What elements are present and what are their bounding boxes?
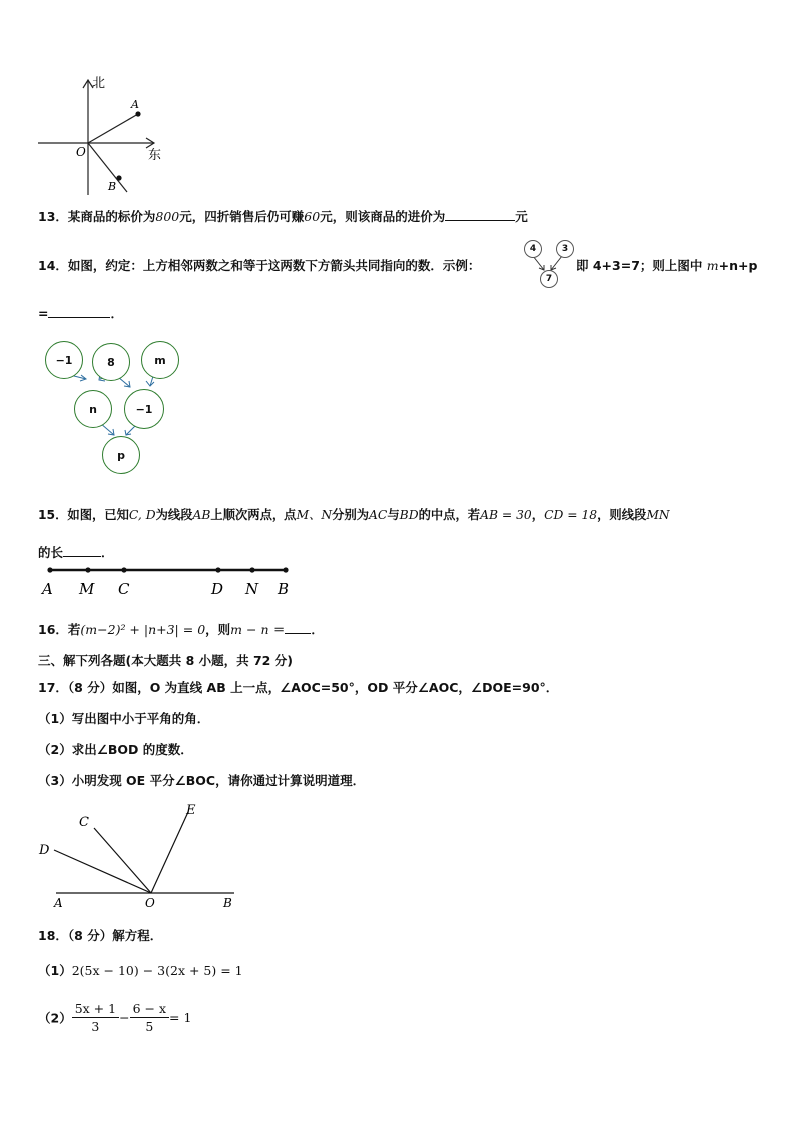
- fraction-2: [130, 1000, 169, 1035]
- arrow-m-to-neg1-head: [146, 381, 154, 386]
- question-14: [38, 256, 480, 274]
- q17-stem: 17．（8 分）如图，O 为直线 AB 上一点，∠AOC=50°，OD 平分∠AOC，∠DOE=90°．: [38, 680, 559, 695]
- q15-g: ，则线段: [597, 508, 647, 522]
- node-n: n: [74, 390, 112, 428]
- section-3-heading: 三、解下列各题(本大题共 8 小题，共 72 分): [38, 653, 293, 668]
- fraction-1: [72, 1000, 119, 1035]
- q18-p2-label: （2）: [38, 1010, 72, 1026]
- ray-oa: [88, 114, 138, 143]
- q16-mid: ，则: [205, 622, 231, 637]
- question-16: [38, 620, 324, 638]
- ray-od: [54, 850, 151, 893]
- q13-mid: 元，四折销售后仍可赚: [179, 209, 305, 224]
- q16-end: ．: [311, 622, 324, 637]
- fraction-1-denominator: 3: [91, 1019, 100, 1034]
- q15-eq1: AB = 30: [480, 508, 532, 522]
- q13-suffix: 元，则该商品的进价为: [320, 209, 446, 224]
- q17-part1: （1）写出图中小于平角的角．: [38, 711, 210, 726]
- q16-answer-blank[interactable]: [285, 621, 311, 634]
- label-b: B: [223, 896, 232, 910]
- q18-p1-label: （1）: [38, 963, 72, 978]
- q14-text: 14．如图，约定：上方相邻两数之和等于这两数下方箭头共同指向的数．示例：: [38, 258, 481, 273]
- point-b-dot: [116, 175, 121, 180]
- node-neg1-top: −1: [45, 341, 83, 379]
- q13-price: 800: [155, 209, 180, 224]
- q15-ac: AC: [369, 508, 388, 522]
- point-b-label: B: [108, 180, 117, 193]
- q14-after-example: [576, 256, 757, 274]
- example-node-7: 7: [540, 270, 558, 288]
- q13-profit: 60: [304, 209, 321, 224]
- fraction-1-numerator: 5x + 1: [72, 1000, 119, 1018]
- example-node-3: 3: [556, 240, 574, 258]
- arrow-3-to-7: [551, 256, 562, 270]
- example-node-4: 4: [524, 240, 542, 258]
- label-a: A: [54, 896, 63, 910]
- arrow-4-to-7: [533, 256, 544, 270]
- q16-prefix: 16．若: [38, 622, 81, 637]
- q15-sep: ，: [531, 508, 545, 522]
- q15-line2: [38, 543, 114, 561]
- label-b: B: [278, 580, 290, 598]
- q18-p1-expr: 2(5x − 10) − 3(2x + 5) = 1: [71, 963, 243, 978]
- rhs: = 1: [169, 1010, 192, 1025]
- label-d: D: [39, 843, 50, 858]
- q13-prefix: 13．某商品的标价为: [38, 209, 156, 224]
- q15-eq2: CD = 18: [544, 508, 598, 522]
- q15-line2-text: 的长: [38, 545, 64, 560]
- label-c: C: [79, 815, 89, 830]
- q15-mn1: M、N: [296, 508, 333, 522]
- question-15: [38, 505, 670, 523]
- node-p: p: [102, 436, 140, 474]
- ray-oe: [151, 812, 188, 893]
- q15-answer-blank[interactable]: [63, 544, 101, 557]
- q15-b: 为线段: [155, 508, 193, 522]
- q15-bd: BD: [399, 508, 419, 522]
- q15-ab: AB: [192, 508, 211, 522]
- minus-sign: −: [119, 1010, 130, 1025]
- label-o: O: [145, 896, 155, 910]
- ray-oc: [94, 828, 151, 893]
- q16-ask: m − n: [230, 622, 269, 637]
- point-n: [249, 567, 254, 572]
- q14-after-text: 即 4+3=7；则上图中: [576, 258, 707, 273]
- node-m: m: [141, 341, 179, 379]
- q14-answer-blank[interactable]: [48, 305, 110, 318]
- label-n: N: [245, 580, 259, 598]
- q18-stem: 18．（8 分）解方程．: [38, 928, 163, 943]
- q14-m: m: [706, 258, 719, 273]
- q15-f: 的中点，若: [418, 508, 481, 522]
- node-8: 8: [92, 343, 130, 381]
- q16-expr: (m−2)² + |n+3| = 0: [80, 622, 206, 637]
- label-m: M: [79, 580, 95, 598]
- q17-angle-figure: [36, 800, 246, 912]
- q14-line2-suffix: ．: [110, 306, 123, 321]
- point-c: [121, 567, 126, 572]
- point-b: [283, 567, 288, 572]
- origin-label: O: [76, 145, 86, 159]
- compass-figure: [30, 70, 180, 200]
- q14-line2-prefix: =: [38, 306, 49, 321]
- point-a-dot: [135, 111, 140, 116]
- label-c: C: [118, 580, 130, 598]
- q15-line2-end: ．: [101, 545, 114, 560]
- node-neg1-mid: −1: [124, 389, 164, 429]
- q13-answer-blank[interactable]: [445, 208, 515, 221]
- q18-part2: [38, 1000, 191, 1035]
- label-d: D: [211, 580, 224, 598]
- question-13: [38, 207, 528, 225]
- q15-segment-figure: [38, 560, 298, 602]
- q13-unit: 元: [515, 209, 528, 224]
- point-a: [47, 567, 52, 572]
- point-m: [85, 567, 90, 572]
- label-e: E: [186, 803, 196, 818]
- q18-part1: [38, 961, 243, 979]
- fraction-2-denominator: 5: [145, 1019, 154, 1034]
- q15-a: 15．如图，已知: [38, 508, 129, 522]
- q15-mn2: MN: [646, 508, 670, 522]
- q14-line2: [38, 304, 123, 322]
- fraction-2-numerator: 6 − x: [130, 1000, 169, 1018]
- north-label: 北: [92, 76, 106, 91]
- q15-d: 分别为: [332, 508, 370, 522]
- point-d: [215, 567, 220, 572]
- q14-rest: +n+p: [718, 258, 758, 273]
- q15-cd: C, D: [128, 508, 156, 522]
- q16-eq: ＝: [268, 622, 286, 637]
- q15-e: 与: [387, 508, 400, 522]
- east-label: 东: [148, 148, 162, 163]
- label-a: A: [42, 580, 53, 598]
- q17-part3: （3）小明发现 OE 平分∠BOC，请你通过计算说明道理．: [38, 773, 366, 788]
- point-a-label: A: [131, 98, 139, 111]
- q17-part2: （2）求出∠BOD 的度数．: [38, 742, 193, 757]
- q15-c: 上顺次两点，点: [210, 508, 297, 522]
